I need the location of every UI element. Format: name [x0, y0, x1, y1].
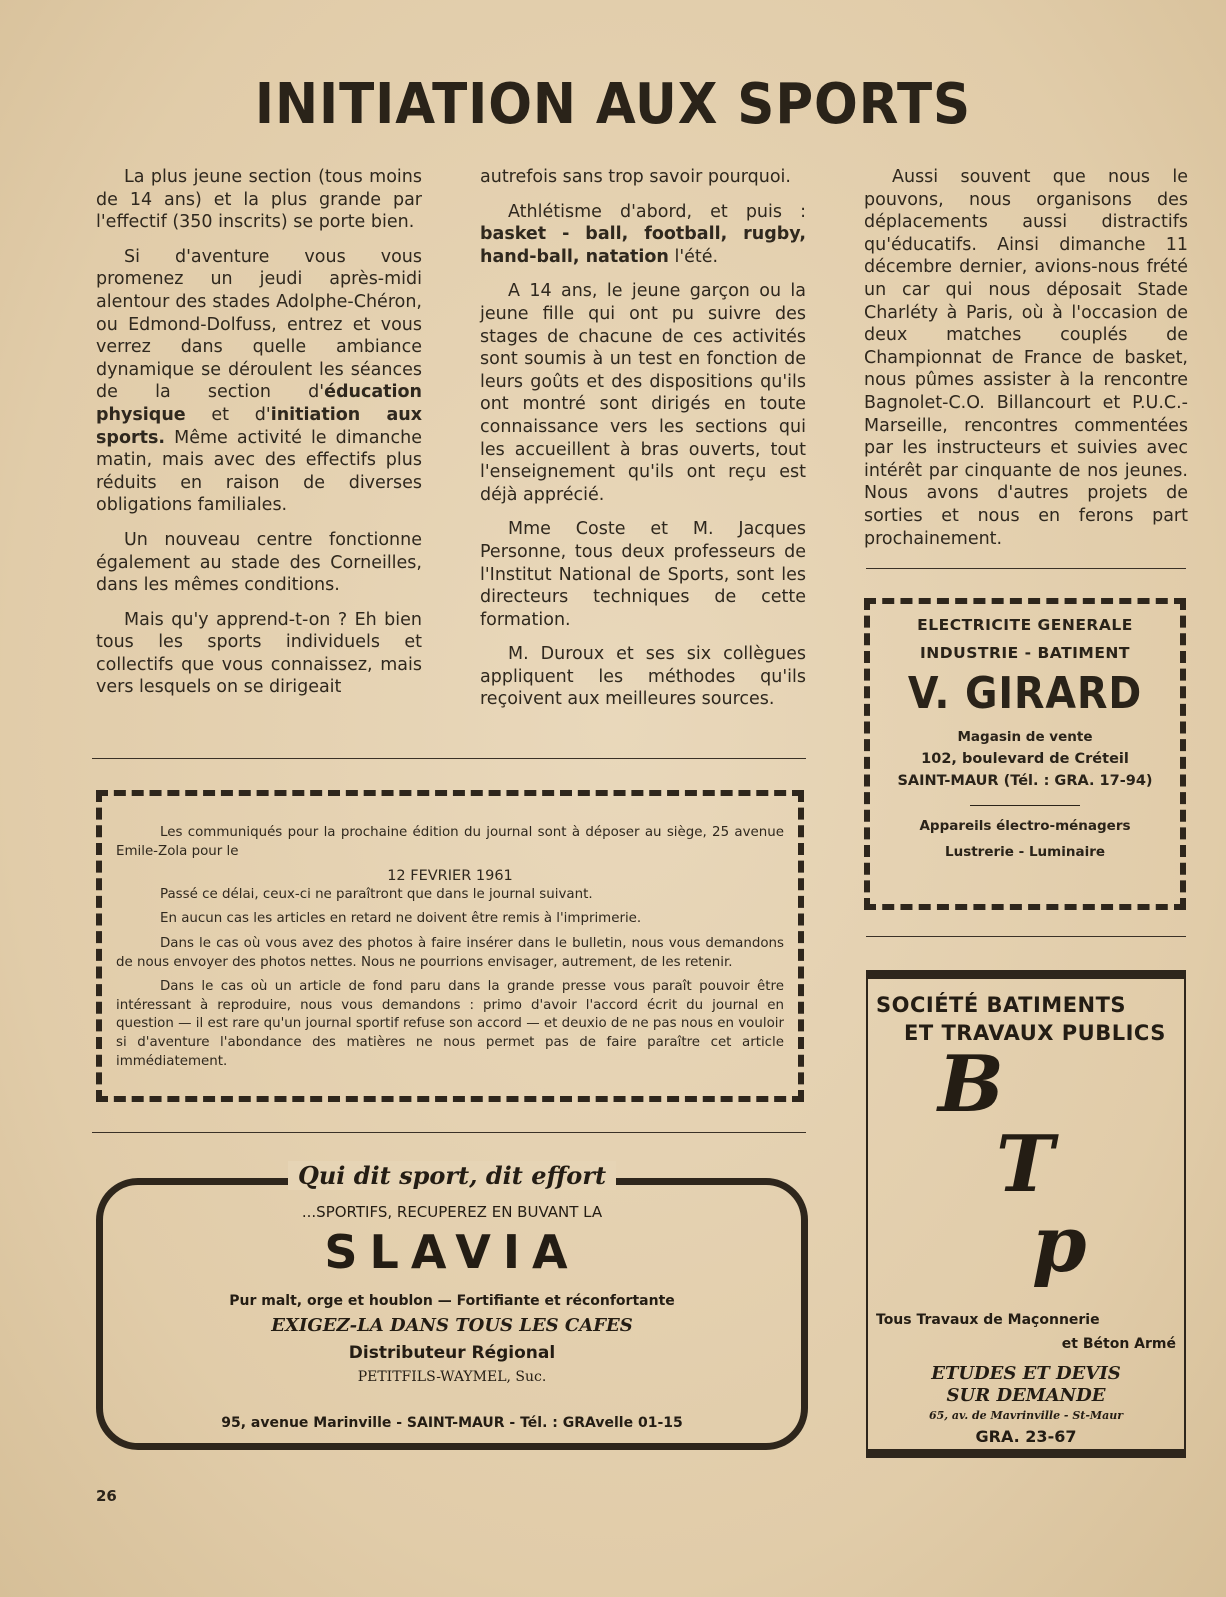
ad-line: et Béton Armé — [1061, 1336, 1176, 1352]
divider — [866, 936, 1186, 937]
girard-advertisement — [864, 598, 1186, 910]
paragraph: Aussi souvent que nous le pouvons, nous organisons des déplacements aussi distractifs qu'éducatifs. Ainsi dimanche 11 décembre dernier, avions-nous frété un car qui nous déposait Stade Charléty à Paris, où à l'occasion de deux matches couplés de Championnat de France de basket, nous pûmes assister à la rencontre Bagnolet-C.O. Billancourt et P.U.C.-Marseille, rencontres commentées par les instructeurs et suivies avec intérêt par cinquante de nos jeunes. Nous avons d'autres projets de sorties et nous en ferons part prochainement. — [864, 167, 1188, 549]
ad-line: Pur malt, orge et houblon — Fortifiante et réconfortante — [229, 1293, 675, 1309]
logo-letter-b: B — [938, 1039, 1004, 1130]
notice-paragraph: En aucun cas les articles en retard ne doivent être remis à l'imprimerie. — [160, 911, 642, 927]
notice-paragraph: Passé ce délai, ceux-ci ne paraîtront que dans le journal suivant. — [160, 886, 593, 902]
ad-line: PETITFILS-WAYMEL, Suc. — [357, 1369, 547, 1385]
ad-motto: Qui dit sport, dit effort — [103, 1161, 801, 1190]
paragraph: M. Duroux et ses six collègues appliquent les méthodes qu'ils reçoivent aux meilleures sources. — [480, 644, 806, 710]
ad-products: Appareils électro-ménagers — [919, 818, 1131, 834]
notice-paragraph: Dans le cas où un article de fond paru dans la grande presse vous paraît pouvoir être intéressant à reproduire, nous vous demandons : primo d'avoir l'accord écrit du journal en question — il est rare qu'un journal sportif refuse son accord — et deuxio de ne pas nous en vouloir si d'aventure l'abondance des matières ne nous permet pas de faire paraître cet article immédiatement. — [116, 979, 784, 1069]
paragraph: La plus jeune section (tous moins de 14 ans) et la plus grande par l'effectif (350 inscrits) se porte bien. — [96, 167, 422, 233]
divider — [92, 758, 806, 759]
ad-line: SUR DEMANDE — [946, 1385, 1106, 1406]
ad-line: Tous Travaux de Maçonnerie — [876, 1312, 1100, 1328]
ad-heading: SOCIÉTÉ BATIMENTS — [876, 993, 1127, 1017]
btp-advertisement — [866, 970, 1186, 1458]
editorial-notice-box — [96, 790, 804, 1102]
logo-letter-p: p — [1032, 1199, 1087, 1290]
paragraph: autrefois sans trop savoir pourquoi. — [480, 167, 791, 187]
paragraph: Un nouveau centre fonctionne également au stade des Corneilles, dans les mêmes conditions. — [96, 529, 422, 596]
ad-brand: SLAVIA — [324, 1225, 580, 1279]
ad-separator — [970, 805, 1080, 806]
article-column-1 — [96, 166, 422, 711]
paragraph: Si d'aventure vous vous promenez un jeudi après-midi alentour des stades Adolphe-Chéron, ou Edmond-Dolfuss, entrez et vous verrez dans quelle ambiance dynamique se déroulent les séances de la section d'éducation physique et d'initiation aux sports. Même activité le dimanche matin, mais avec des effectifs plus réduits en raison de diverses obligations familiales. — [96, 246, 422, 516]
paragraph: Athlétisme d'abord, et puis : basket - ball, football, rugby, hand-ball, natation l'été. — [480, 201, 806, 267]
article-column-2 — [480, 166, 806, 723]
ad-line: Magasin de vente — [957, 729, 1093, 745]
ad-line: ETUDES ET DEVIS — [931, 1363, 1121, 1384]
ad-address: 65, av. de Mavrinville - St-Maur — [928, 1409, 1124, 1422]
divider — [92, 1132, 806, 1133]
notice-paragraph: Dans le cas où vous avez des photos à faire insérer dans le bulletin, nous vous demandons de nous envoyer des photos nettes. Nous ne pourrions envisager, autrement, de les retenir. — [116, 935, 784, 970]
page-number: 26 — [96, 1487, 117, 1505]
logo-letter-t: T — [996, 1119, 1055, 1210]
article-column-3 — [864, 166, 1188, 562]
notice-paragraph: Les communiqués pour la prochaine édition du journal sont à déposer au siège, 25 avenue Emile-Zola pour le — [116, 825, 784, 859]
divider — [866, 568, 1186, 569]
deadline-date: 12 FEVRIER 1961 — [387, 868, 513, 885]
ad-phone: GRA. 23-67 — [975, 1427, 1077, 1446]
ad-line: INDUSTRIE - BATIMENT — [920, 644, 1130, 662]
slavia-advertisement — [96, 1161, 808, 1450]
paragraph: Mme Coste et M. Jacques Personne, tous deux professeurs de l'Institut National de Sports, sont les directeurs techniques de cette formation. — [480, 519, 806, 630]
paragraph: Mais qu'y apprend-t-on ? Eh bien tous les sports individuels et collectifs que vous connaissez, mais vers lesquels on se dirigeait — [96, 609, 422, 698]
ad-address: 102, boulevard de Créteil — [921, 751, 1129, 767]
ad-tagline: ...SPORTIFS, RECUPEREZ EN BUVANT LA — [301, 1203, 603, 1221]
ad-city-phone: SAINT-MAUR (Tél. : GRA. 17-94) — [897, 773, 1153, 789]
ad-heading: ET TRAVAUX PUBLICS — [904, 1021, 1166, 1045]
ad-products: Lustrerie - Luminaire — [944, 844, 1106, 860]
ad-company-name: V. GIRARD — [907, 668, 1143, 719]
ad-line: EXIGEZ-LA DANS TOUS LES CAFES — [271, 1315, 633, 1336]
page-title: INITIATION AUX SPORTS — [254, 72, 972, 137]
ad-footer: 95, avenue Marinville - SAINT-MAUR - Tél. : GRAvelle 01-15 — [221, 1415, 683, 1431]
ad-line: ELECTRICITE GENERALE — [917, 616, 1133, 634]
ad-line: Distributeur Régional — [348, 1343, 556, 1363]
paragraph: A 14 ans, le jeune garçon ou la jeune fille qui ont pu suivre des stages de chacune de ces activités sont soumis à un test en fonction de leurs goûts et des dispositions qu'ils ont montré sont dirigés en toute connaissance vers les sections qui les accueillent à bras ouverts, tout l'enseignement qu'ils ont reçu est déjà apprécié. — [480, 281, 806, 505]
